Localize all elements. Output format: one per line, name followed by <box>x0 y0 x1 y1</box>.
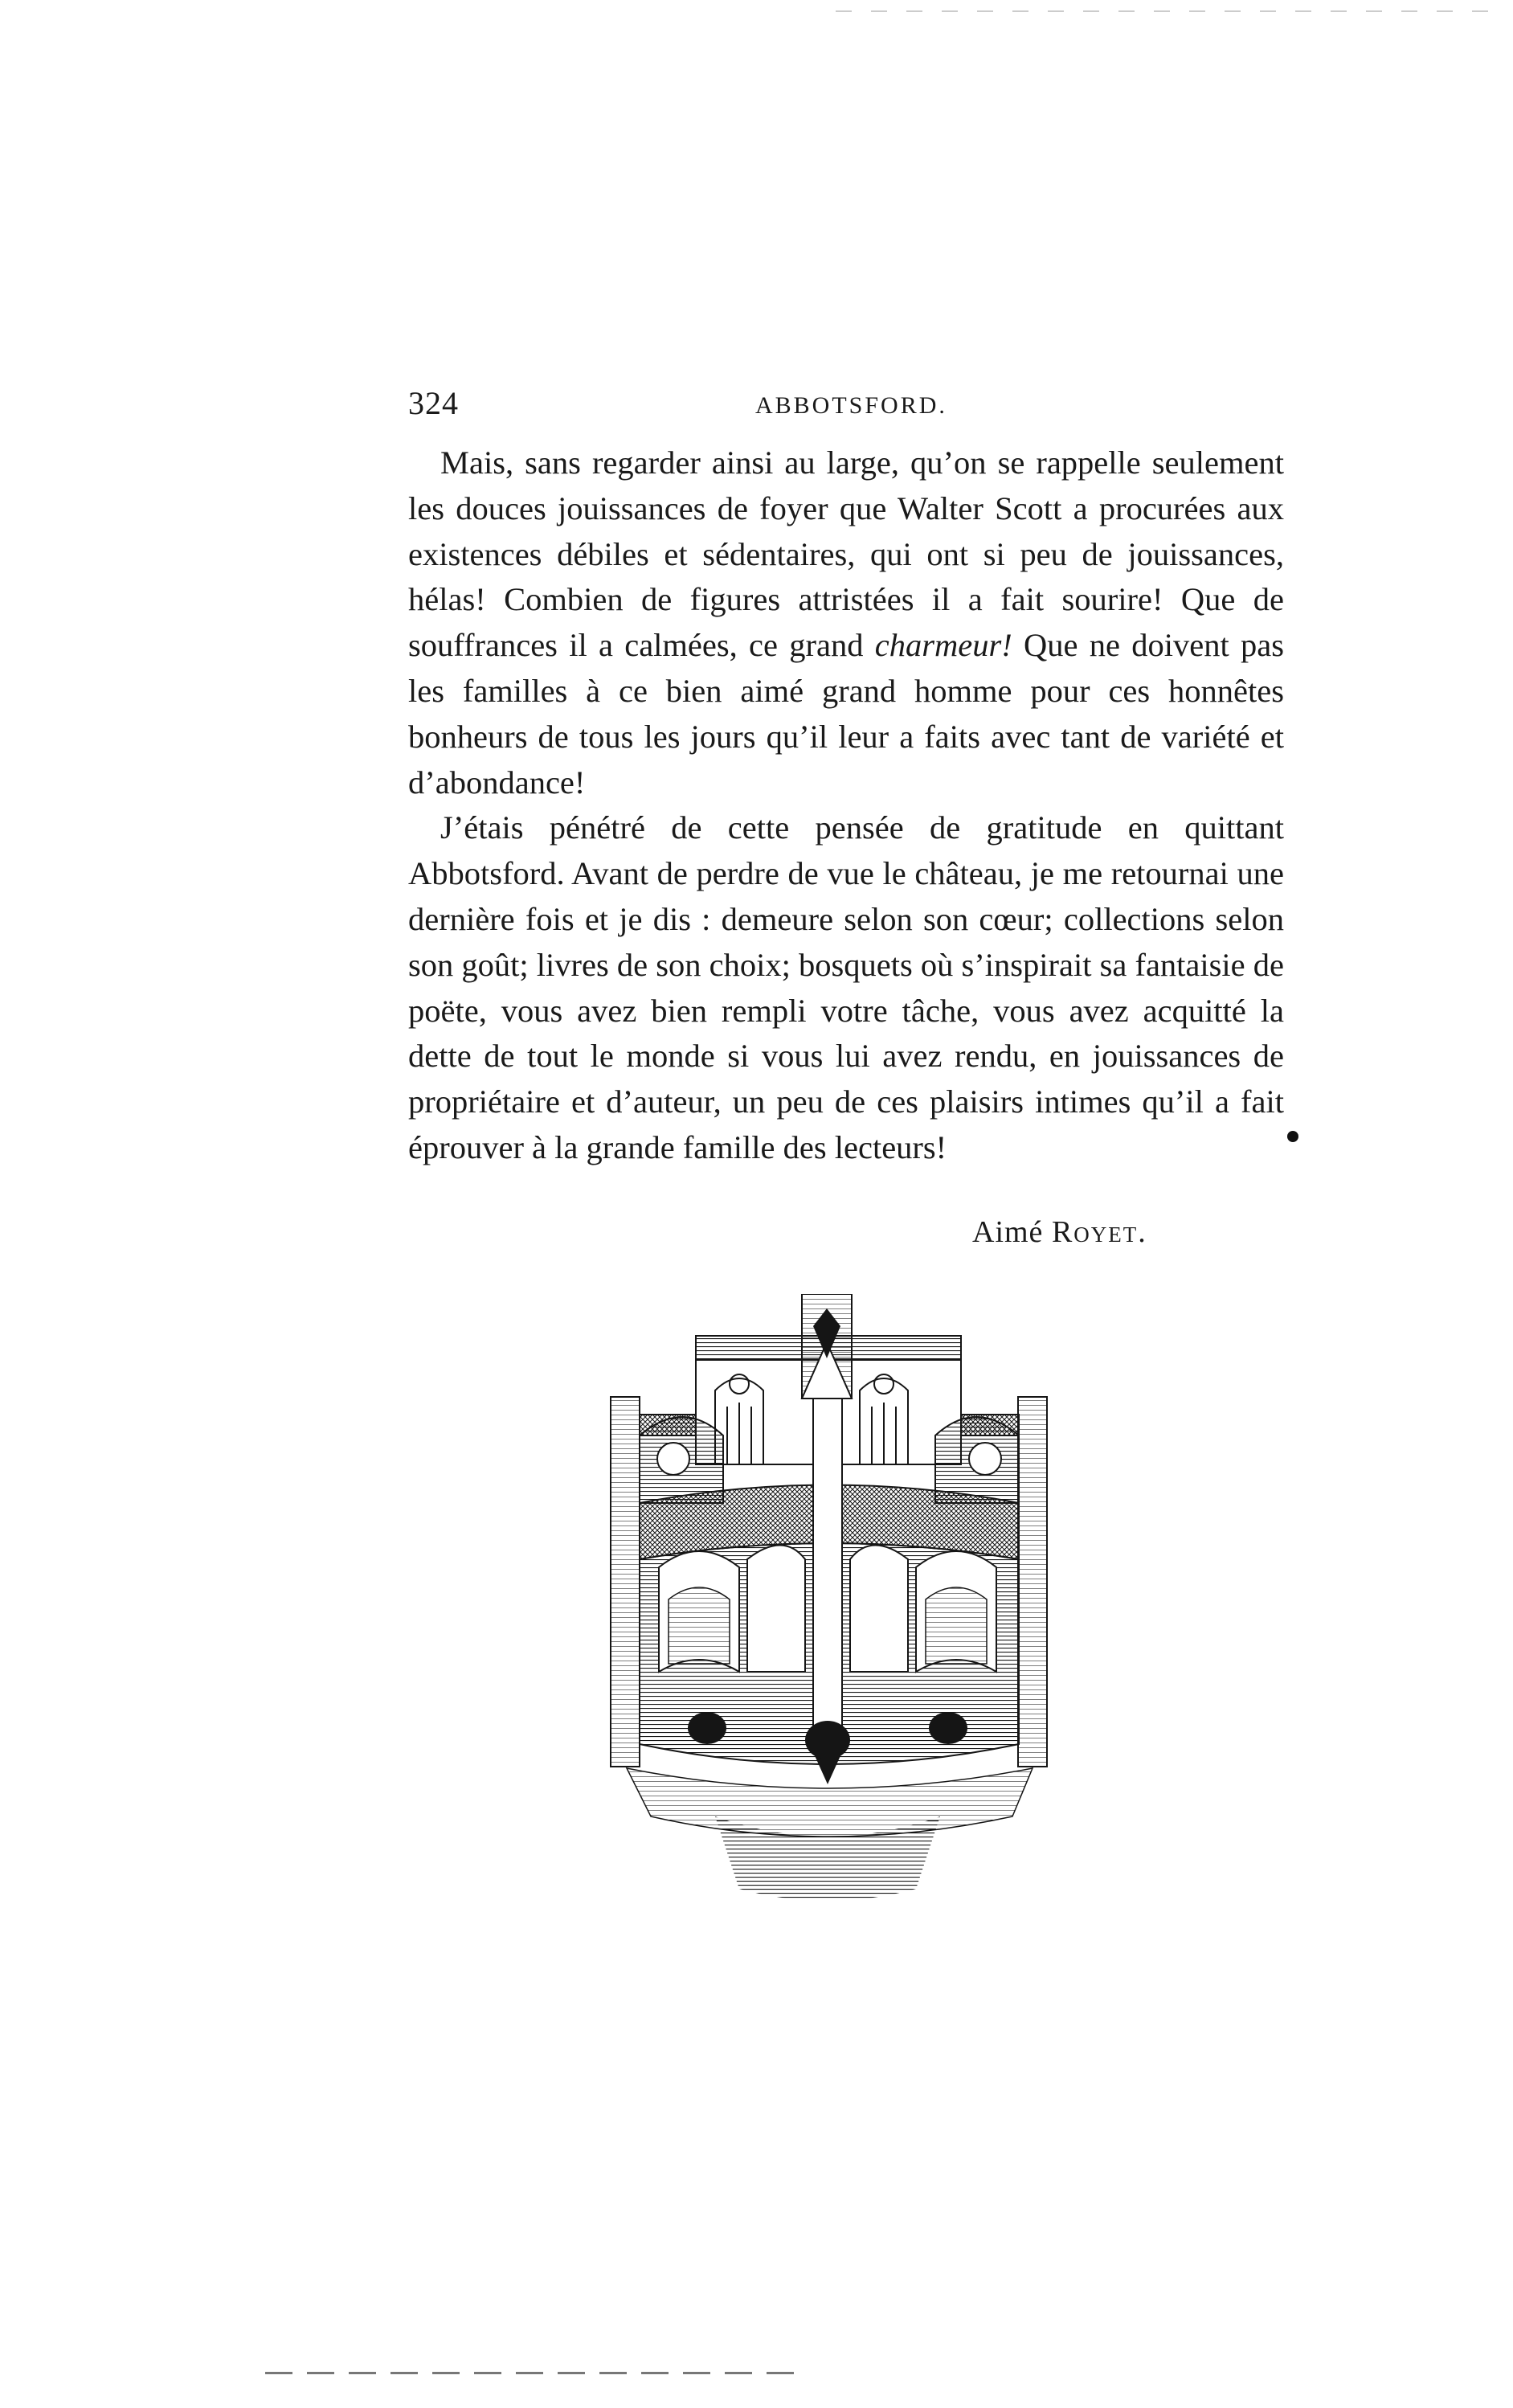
page-number: 324 <box>408 385 459 421</box>
signature-first-name: Aimé <box>972 1215 1044 1249</box>
running-head <box>408 384 1244 432</box>
signature <box>972 1214 1147 1250</box>
paragraph-2: J’étais pénétré de cette pensée de gratitude en quittant Abbotsford. Avant de perdre de vue le château, je me retournai une dernière fois et je dis : demeure selon son cœur; collections selon son goût; livres de son choix; bosquets où s’inspirait sa fantaisie de poëte, vous avez bien rempli votre tâche, vous avez acquitté la dette de tout le monde si vous lui avez rendu, en jouissances de propriétaire et d’auteur, un peu de ces plaisirs intimes qu’il a fait éprouver à la grande famille des lecteurs! <box>408 809 1284 1165</box>
paragraph-1 <box>408 440 1284 805</box>
paragraph-1-text-end: Que ne doivent pas les familles à ce bien aimé grand homme pour ces honnêtes bonheurs de tous les jours qu’il leur a faits avec tant de variété et d’abondance! <box>408 627 1284 801</box>
scan-edge-bottom <box>265 2372 795 2374</box>
paragraph-1-text: Mais, sans regarder ainsi au large, qu’on se rappelle seulement les douces jouissances de foyer que Walter Scott a procurées aux existences débiles et sédentaires, qui ont si peu de jouissances, hélas! Combien de figures attristées il a fait sourire! Que de souffrances il a calmées, ce grand <box>408 444 1284 664</box>
signature-last-name: Royet. <box>1051 1215 1147 1249</box>
scan-edge-top <box>836 10 1495 12</box>
paragraph-1-italic: charmeur! <box>874 627 1012 664</box>
gothic-canopy-engraving <box>595 1294 1061 1913</box>
ink-spot <box>1287 1131 1298 1142</box>
body-text <box>408 440 1284 1171</box>
running-title: ABBOTSFORD. <box>755 392 947 419</box>
